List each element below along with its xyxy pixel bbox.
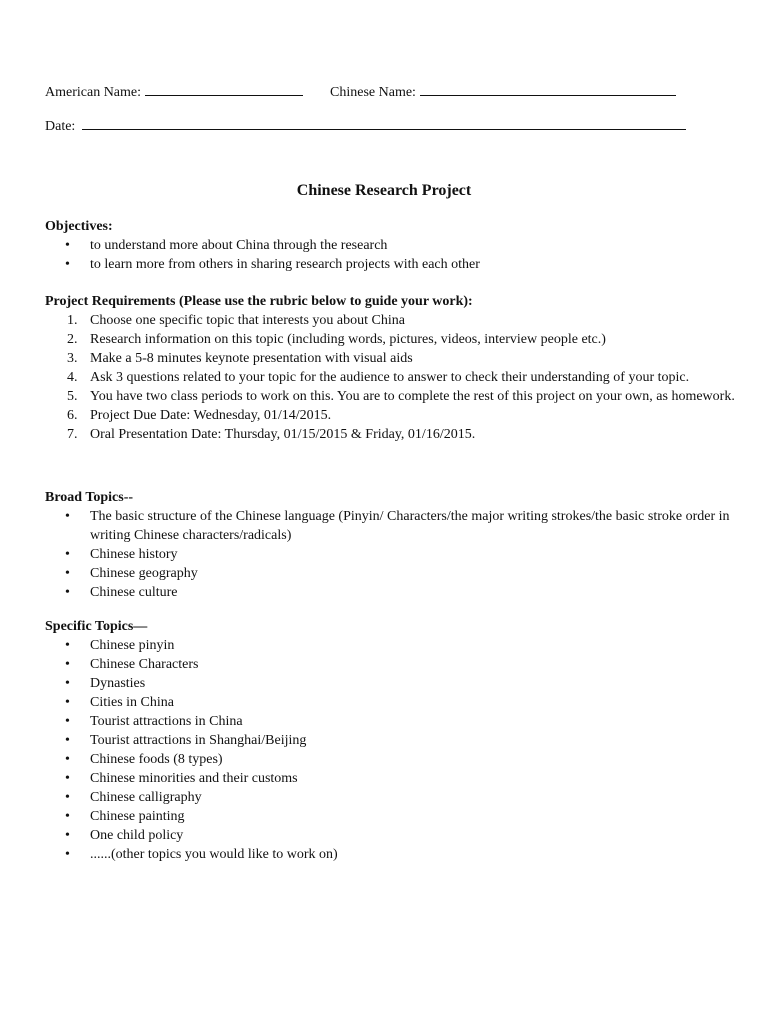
list-item [45,655,735,674]
list-number: 7. [67,427,78,442]
list-item-text: Project Due Date: Wednesday, 01/14/2015. [90,408,332,423]
list-item [45,311,735,330]
list-item-text: Ask 3 questions related to your topic for the audience to answer to check their understanding of your topic. [90,370,690,385]
list-item-text: to learn more from others in sharing research projects with each other [90,257,480,272]
bullet-icon: • [65,238,70,253]
list-item [45,236,735,255]
list-item [45,255,735,274]
list-item [45,693,735,712]
list-item-text: Chinese calligraphy [90,790,202,805]
list-item-text: Tourist attractions in Shanghai/Beijing [90,733,307,748]
list-item [45,712,735,731]
date-blank[interactable] [82,115,686,130]
objectives-section [45,217,735,274]
objectives-heading: Objectives: [45,219,113,234]
bullet-icon: • [65,771,70,786]
bullet-icon: • [65,790,70,805]
bullet-icon: • [65,585,70,600]
list-item-text: Chinese foods (8 types) [90,752,223,767]
specific-topics-list [45,636,735,864]
bullet-icon: • [65,847,70,862]
requirements-section [45,292,735,444]
list-item [45,507,735,545]
list-item-text: Cities in China [90,695,174,710]
bullet-icon: • [65,695,70,710]
specific-topics-section [45,617,735,864]
list-item-text: Chinese painting [90,809,185,824]
list-number: 2. [67,332,78,347]
requirements-list [45,311,735,444]
list-item [45,769,735,788]
list-item [45,368,735,387]
list-item [45,636,735,655]
date-label: Date: [45,119,76,134]
list-item-text: ......(other topics you would like to work on) [90,847,338,862]
list-item [45,564,735,583]
american-name-blank[interactable] [145,81,303,96]
list-number: 5. [67,389,78,404]
list-item-text: Make a 5-8 minutes keynote presentation with visual aids [90,351,413,366]
requirements-heading: Project Requirements (Please use the rubric below to guide your work): [45,294,473,309]
list-number: 6. [67,408,78,423]
list-item-text: Dynasties [90,676,146,691]
list-item [45,845,735,864]
name-fields-row [45,81,676,102]
bullet-icon: • [65,509,70,524]
bullet-icon: • [65,676,70,691]
bullet-icon: • [65,809,70,824]
list-item [45,826,735,845]
list-item-text: Chinese geography [90,566,198,581]
list-item [45,425,735,444]
list-item [45,807,735,826]
list-item-text: One child policy [90,828,184,843]
bullet-icon: • [65,638,70,653]
date-field-row [45,115,686,136]
specific-topics-heading: Specific Topics— [45,619,148,634]
bullet-icon: • [65,733,70,748]
list-item-text: Chinese Characters [90,657,199,672]
list-item-text: You have two class periods to work on this. You are to complete the rest of this project on your own, as homework. [90,389,735,404]
list-item-text: Chinese culture [90,585,178,600]
list-item [45,387,735,406]
bullet-icon: • [65,257,70,272]
list-item [45,750,735,769]
objectives-list [45,236,735,274]
list-item-text: Oral Presentation Date: Thursday, 01/15/2015 & Friday, 01/16/2015. [90,427,476,442]
list-item-text: Chinese pinyin [90,638,175,653]
bullet-icon: • [65,828,70,843]
list-item [45,349,735,368]
list-number: 4. [67,370,78,385]
bullet-icon: • [65,752,70,767]
list-number: 1. [67,313,78,328]
bullet-icon: • [65,566,70,581]
broad-topics-heading: Broad Topics-- [45,490,134,505]
broad-topics-section [45,488,735,602]
bullet-icon: • [65,714,70,729]
list-number: 3. [67,351,78,366]
list-item [45,406,735,425]
list-item [45,545,735,564]
list-item [45,731,735,750]
list-item-text: The basic structure of the Chinese language (Pinyin/ Characters/the major writing strokes/the basic stroke order in writing Chinese characters/radicals) [90,509,730,543]
list-item-text: Research information on this topic (including words, pictures, videos, interview people etc.) [90,332,606,347]
list-item-text: Chinese minorities and their customs [90,771,298,786]
page-title: Chinese Research Project [296,182,472,199]
list-item-text: Chinese history [90,547,178,562]
list-item-text: Choose one specific topic that interests you about China [90,313,405,328]
list-item [45,674,735,693]
chinese-name-label: Chinese Name: [330,85,416,100]
bullet-icon: • [65,547,70,562]
list-item [45,330,735,349]
list-item-text: Tourist attractions in China [90,714,243,729]
list-item-text: to understand more about China through the research [90,238,388,253]
broad-topics-list [45,507,735,602]
list-item [45,583,735,602]
american-name-label: American Name: [45,85,142,100]
list-item [45,788,735,807]
chinese-name-blank[interactable] [420,81,676,96]
bullet-icon: • [65,657,70,672]
